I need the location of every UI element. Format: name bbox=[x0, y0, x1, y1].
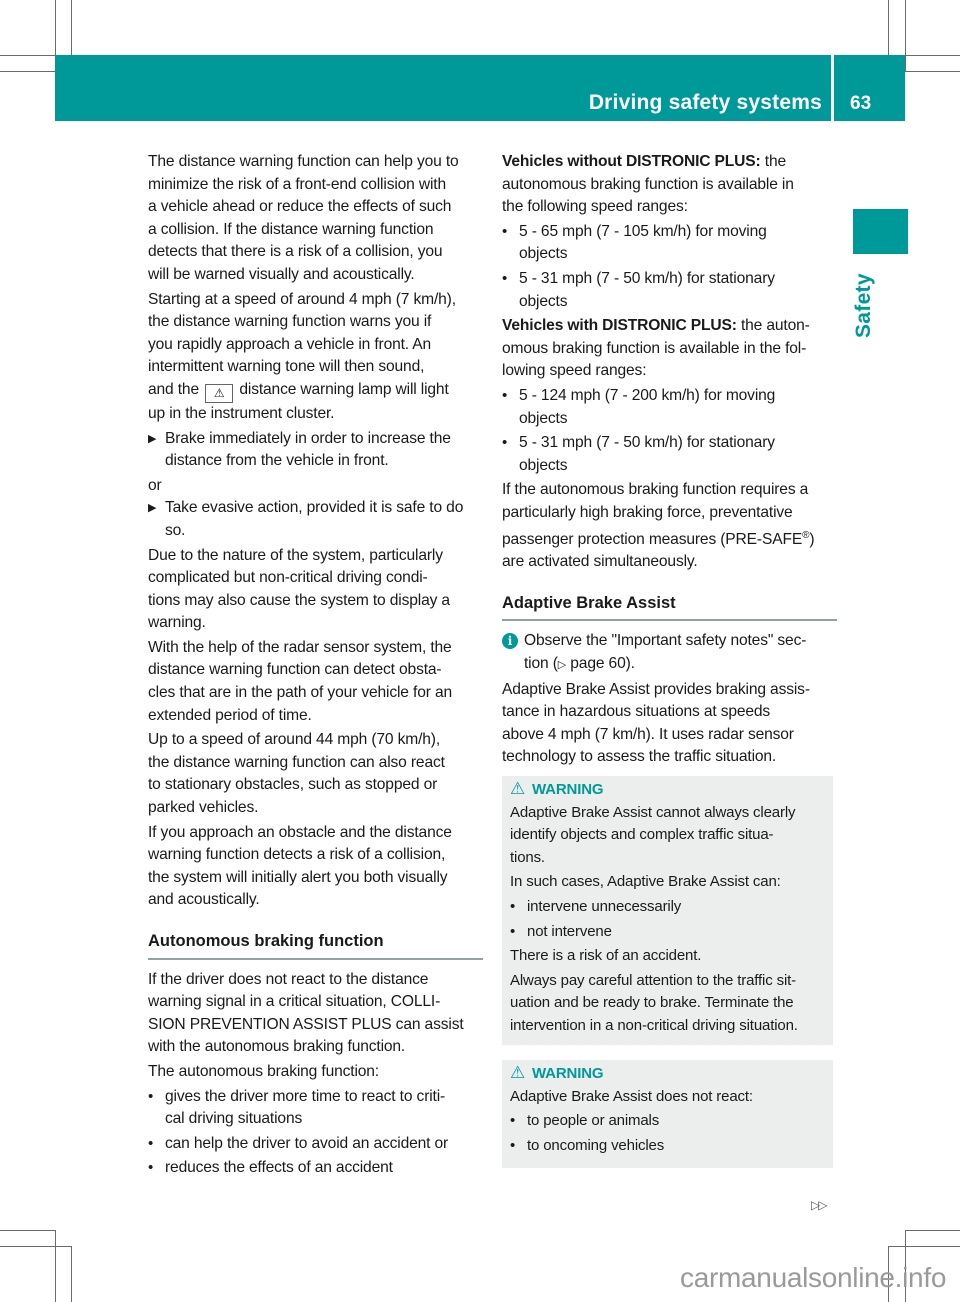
watermark: carmanualsonline.info bbox=[680, 1262, 947, 1293]
crop-mark bbox=[888, 0, 889, 55]
list-item: • to oncoming vehicles bbox=[510, 1135, 825, 1158]
bullet-icon bbox=[502, 432, 507, 455]
list-item: • can help the driver to avoid an accident or bbox=[148, 1133, 483, 1156]
warning-triangle-icon: ⚠ bbox=[510, 1063, 526, 1082]
bullet-icon bbox=[502, 221, 507, 244]
crop-mark bbox=[55, 1230, 56, 1302]
radar-paragraph: With the help of the radar sensor system, the distance warning function can detect obsta- cles that are in the path of your vehicle for an extended period of time. bbox=[148, 638, 452, 724]
bullet-icon bbox=[502, 268, 507, 291]
list-item: • gives the driver more time to react to criti- cal driving situations bbox=[148, 1086, 483, 1131]
crop-mark bbox=[71, 0, 72, 55]
action-step: ▶ Take evasive action, provided it is safe to do so. bbox=[148, 499, 464, 539]
autonomous-paragraph: If the driver does not react to the distance warning signal in a critical situation, COLLI- SION PREVENTION ASSIST PLUS can assist with the autonomous braking function. bbox=[148, 970, 464, 1056]
bullet-icon bbox=[510, 1110, 515, 1133]
heading-autonomous-braking: Autonomous braking function bbox=[148, 932, 384, 950]
action-arrow-icon: ▶ bbox=[148, 502, 157, 515]
crop-mark bbox=[0, 1230, 55, 1231]
warning-box: ⚠ WARNING Adaptive Brake Assist does not react: • to people or animals • to oncoming vehicles bbox=[502, 1060, 833, 1168]
continued-next-page-icon: ▷▷ bbox=[811, 1198, 826, 1212]
presafe-paragraph: If the autonomous braking function requires a particularly high braking force, preventative passenger protection measures (PRE-SAFE®) are activated simultaneously. bbox=[502, 481, 815, 571]
crop-mark bbox=[905, 0, 906, 71]
crop-mark bbox=[905, 71, 960, 72]
warning-box: ⚠ WARNING Adaptive Brake Assist cannot always clearly identify objects and complex traffic situa- tions. In such cases, Adaptive Brake Assist can: • intervene unnecessarily • not intervene There is a risk of an accident. Always pay careful attention to the traffic sit- uation and be ready to brake. Terminate the intervention in a non-critical driving situation. bbox=[502, 776, 833, 1045]
crop-mark bbox=[0, 1246, 72, 1247]
distance-warning-lamp-icon: ⚠ bbox=[205, 384, 233, 403]
bullet-icon bbox=[148, 1133, 153, 1156]
chapter-tab-marker bbox=[853, 209, 908, 254]
approach-paragraph: If you approach an obstacle and the distance warning function detects a risk of a collision, the system will initially alert you both visually and acoustically. bbox=[148, 823, 452, 909]
with-distronic-paragraph: Vehicles with DISTRONIC PLUS: the auton- omous braking function is available in the fol- lowing speed ranges: bbox=[502, 317, 810, 380]
or-label: or bbox=[148, 476, 162, 494]
crop-mark bbox=[905, 1230, 960, 1231]
section-title: Driving safety systems bbox=[588, 91, 822, 114]
info-icon: i bbox=[502, 633, 518, 649]
action-arrow-icon: ▶ bbox=[148, 432, 157, 445]
info-note: i Observe the "Important safety notes" sec- tion (▷ page 60). bbox=[502, 630, 837, 676]
nature-paragraph: Due to the nature of the system, particularly complicated but non-critical driving condi- tions may also cause the system to display a warning. bbox=[148, 546, 450, 632]
list-item: • 5 - 31 mph (7 - 50 km/h) for stationary objects bbox=[502, 268, 837, 313]
list-item: • 5 - 65 mph (7 - 105 km/h) for moving objects bbox=[502, 221, 837, 266]
heading-adaptive-brake-assist: Adaptive Brake Assist bbox=[502, 593, 676, 612]
left-column: The distance warning function can help you to minimize the risk of a front-end collision with a vehicle ahead or reduce the effects of such a collision. If the distance warning function detects that there is a risk of a collision, you will be warned visually and acoustically. Starting at a speed of around 4 mph (7 km/h), the distance warning function warns you if you rapidly approach a vehicle in front. An intermittent warning tone will then sound, and the ⚠ distance warning lamp will light up in the instrument cluster. ▶ Brake immediately in order to increase the distance from the vehicle in front. or ▶ Take evasive action, provided it is safe to do so. Due to the nature of the system, particularly complicated but non-critical driving condi- tions may also cause the system to display a warning. With the help of the radar sensor system, the distance warning function can detect obsta- cles that are in the path of your vehicle for an extended period of time. Up to a speed of around 44 mph (70 km/h), the distance warning function can also react to stationary obstacles, such as stopped or parked vehicles. If you approach an obstacle and the distance warning function detects a risk of a collision, the system will initially alert you both visually and acoustically. Autonomous braking function If the driver does not react to the distance warning signal in a critical situation, COLLI- SION PREVENTION ASSIST PLUS can assist with the autonomous braking function. The autonomous braking function: • gives the driver more time to react to criti- cal driving situations • can help the driver to avoid an accident or • reduces the effects of an accident bbox=[148, 151, 483, 1180]
crop-mark bbox=[888, 1246, 960, 1247]
speed-paragraph: Starting at a speed of around 4 mph (7 km/h), the distance warning function warns you if you rapidly approach a vehicle in front. An intermittent warning tone will then sound, and the ⚠ distance warning lamp will light up in the instrument cluster. bbox=[148, 290, 456, 422]
warning-triangle-icon: ⚠ bbox=[510, 779, 526, 798]
page-number: 63 bbox=[850, 93, 872, 114]
list-item: • 5 - 124 mph (7 - 200 km/h) for moving objects bbox=[502, 385, 837, 430]
list-item: • not intervene bbox=[510, 921, 825, 944]
intro-paragraph: The distance warning function can help you to minimize the risk of a front-end collision with a vehicle ahead or reduce the effects of such a collision. If the distance warning function detects that there is a risk of a collision, you will be warned visually and acoustically. bbox=[148, 153, 459, 283]
bullet-icon bbox=[510, 1135, 515, 1158]
bullet-icon bbox=[510, 896, 515, 919]
crop-mark bbox=[0, 71, 55, 72]
page-reference-link[interactable]: page 60 bbox=[570, 655, 626, 673]
list-item: • 5 - 31 mph (7 - 50 km/h) for stationary objects bbox=[502, 432, 837, 477]
bullet-icon bbox=[510, 921, 515, 944]
action-step: ▶ Brake immediately in order to increase the distance from the vehicle in front. bbox=[148, 429, 451, 470]
list-item: • reduces the effects of an accident bbox=[148, 1157, 483, 1180]
list-item: • intervene unnecessarily bbox=[510, 896, 825, 919]
aba-paragraph: Adaptive Brake Assist provides braking assis- tance in hazardous situations at speeds above 4 mph (7 km/h). It uses radar sensor technology to assess the traffic situation. bbox=[502, 680, 810, 766]
bullet-icon bbox=[502, 385, 507, 408]
without-distronic-paragraph: Vehicles without DISTRONIC PLUS: the autonomous braking function is available in the following speed ranges: bbox=[502, 153, 794, 216]
registered-mark: ® bbox=[802, 529, 810, 541]
list-item: • to people or animals bbox=[510, 1110, 825, 1133]
bullet-icon bbox=[148, 1086, 153, 1109]
stationary-paragraph: Up to a speed of around 44 mph (70 km/h), the distance warning function can also react to stationary obstacles, such as stopped or parked vehicles. bbox=[148, 731, 445, 817]
page-reference-arrow-icon: ▷ bbox=[557, 659, 567, 672]
chapter-tab-label: Safety bbox=[852, 273, 875, 338]
bullet-icon bbox=[148, 1157, 153, 1180]
right-column bbox=[502, 151, 837, 769]
crop-mark bbox=[71, 1246, 72, 1302]
